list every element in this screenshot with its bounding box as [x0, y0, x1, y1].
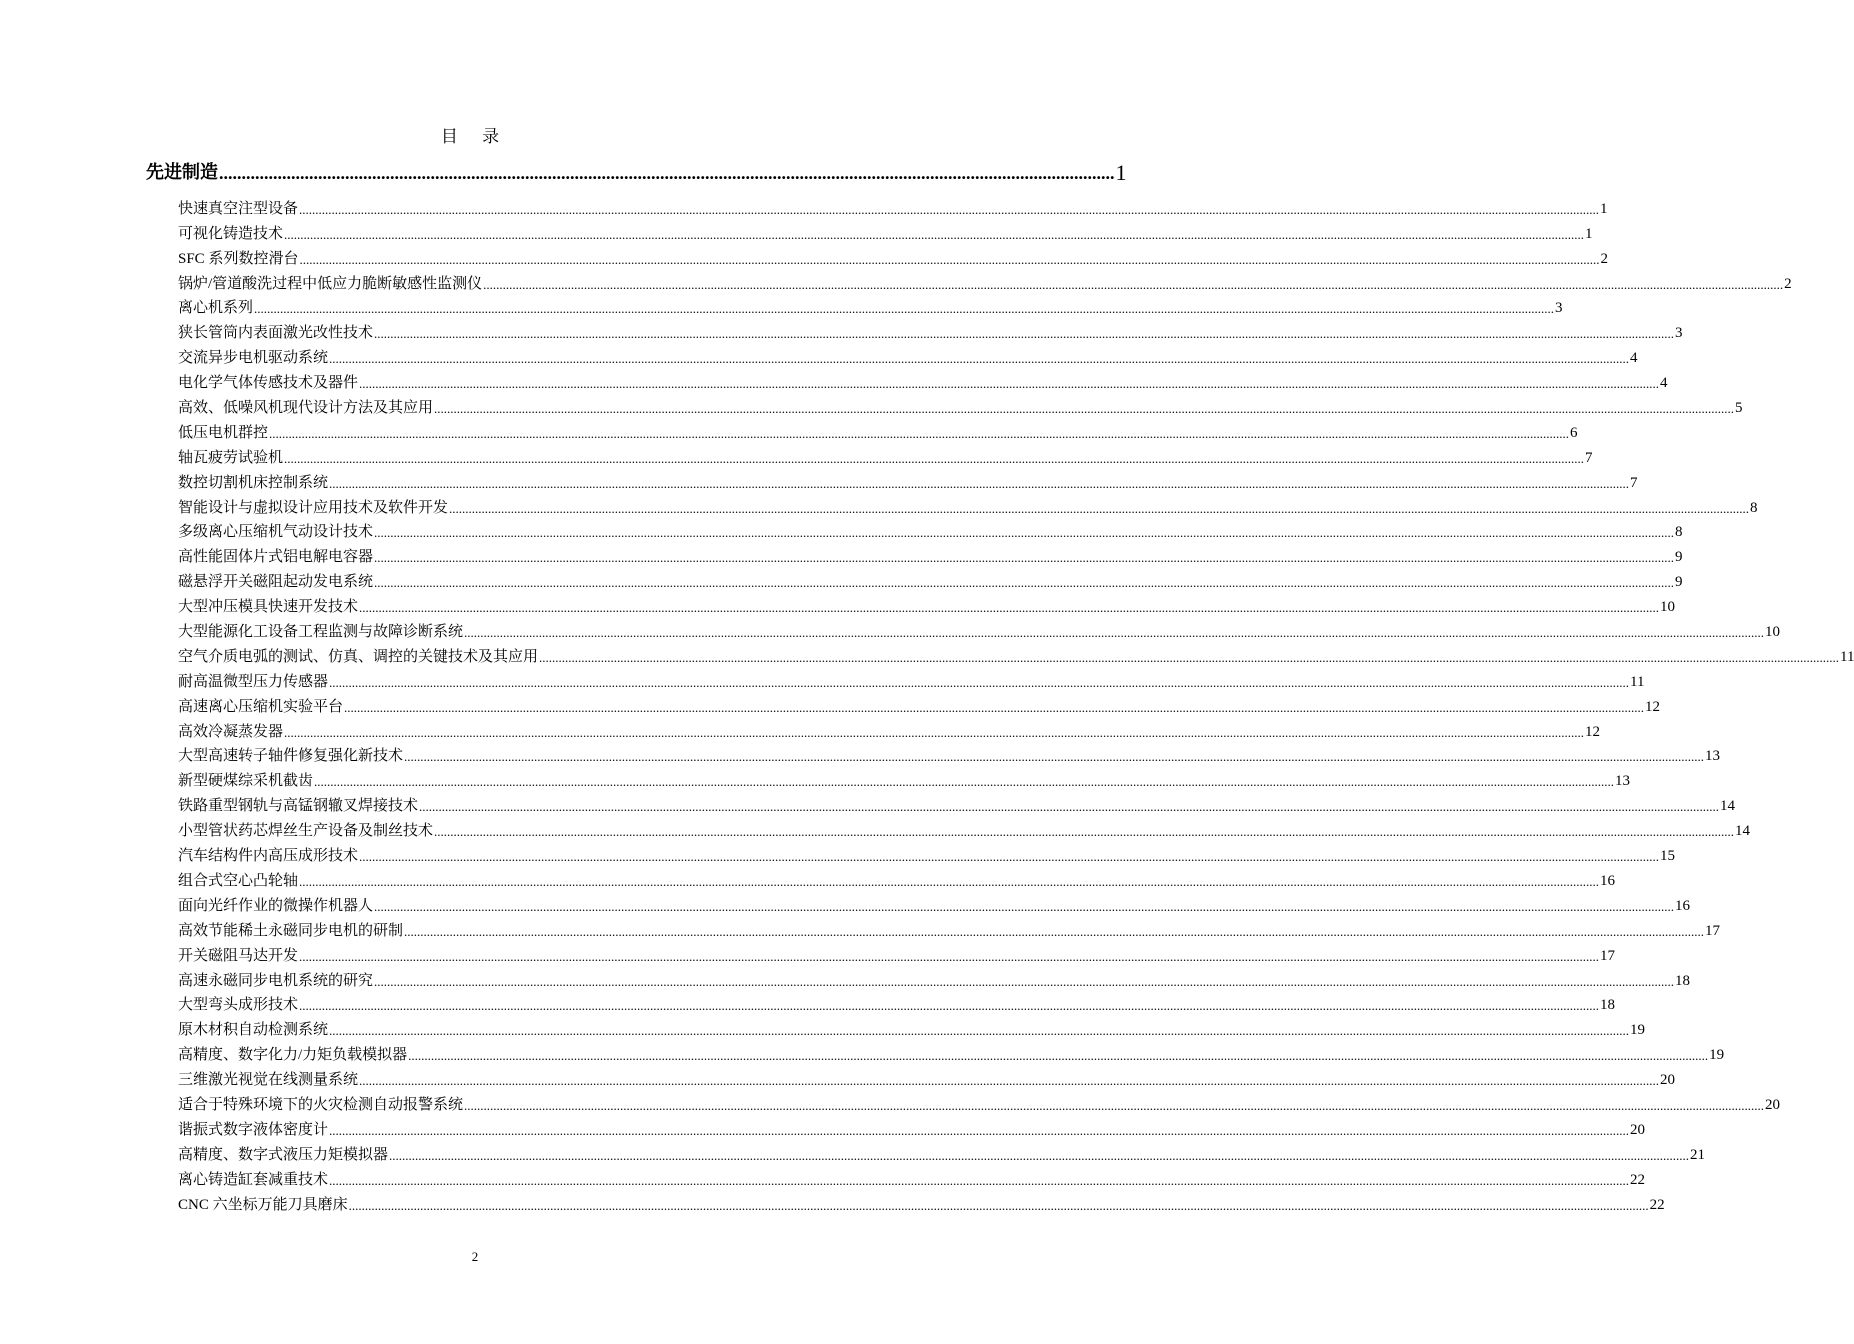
toc-entry-title: 电化学气体传感技术及器件	[178, 375, 359, 392]
toc-entry-page: 7	[1630, 474, 1638, 491]
toc-entry-title: 可视化铸造技术	[178, 225, 284, 242]
toc-entry-page: 2	[1600, 250, 1608, 267]
dot-leader: ................................................................................................................................................................................................................................................................................................................................................................................................................	[404, 923, 1705, 939]
dot-leader: ................................................................................................................................................................................................................................................................................................................................................................................................................	[408, 1048, 1709, 1064]
dot-leader: ................................................................................................................................................................................................................................................................................................................................................................................................................	[374, 525, 1675, 541]
toc-entry-page: 17	[1600, 947, 1616, 964]
toc-entry-page: 17	[1705, 922, 1721, 939]
toc-entry-page: 22	[1649, 1196, 1665, 1213]
toc-entry-title: 空气介质电弧的测试、仿真、调控的关键技术及其应用	[178, 648, 539, 665]
toc-entry[interactable]	[178, 443, 1593, 468]
toc-entry-title: 原木材积自动检测系统	[178, 1022, 329, 1039]
dot-leader: ................................................................................................................................................................................................................................................................................................................................................................................................................	[359, 600, 1660, 616]
toc-entry-title: 新型硬煤综采机截齿	[178, 773, 314, 790]
toc-entry-page: 15	[1660, 848, 1676, 865]
toc-entry-page: 19	[1630, 1022, 1646, 1039]
toc-section-row[interactable]	[146, 156, 1127, 186]
toc-entry-page: 9	[1675, 574, 1683, 591]
toc-entry-page: 7	[1585, 449, 1593, 466]
toc-entry-page: 10	[1660, 599, 1676, 616]
toc-entry[interactable]	[178, 1040, 1725, 1065]
dot-leader: ................................................................................................................................................................................................................................................................................................................................................................................................................	[284, 226, 1585, 242]
toc-entry-page: 1	[1600, 200, 1608, 217]
dot-leader: ................................................................................................................................................................................................................................................................................................................................................................................................................	[299, 201, 1600, 217]
dot-leader: ................................................................................................................................................................................................................................................................................................................................................................................................................	[374, 575, 1675, 591]
toc-entry[interactable]	[178, 1090, 1781, 1115]
toc-entry-title: 高效、低噪风机现代设计方法及其应用	[178, 400, 434, 417]
toc-entry-title: 狭长管筒内表面激光改性技术	[178, 325, 374, 342]
page-number: 2	[471, 1249, 479, 1264]
toc-entry-title: CNC 六坐标万能刀具磨床	[178, 1196, 348, 1213]
toc-entry-page: 20	[1630, 1121, 1646, 1138]
toc-entry[interactable]	[178, 219, 1593, 244]
toc-entry[interactable]	[178, 692, 1661, 717]
toc-entry-title: 开关磁阻马达开发	[178, 947, 299, 964]
toc-entry-page: 19	[1709, 1047, 1725, 1064]
toc-entry[interactable]	[178, 393, 1743, 418]
toc-entry-page: 16	[1600, 872, 1616, 889]
toc-entry[interactable]	[178, 542, 1683, 567]
toc-entry[interactable]	[178, 493, 1758, 518]
toc-entry-page: 2	[1784, 275, 1792, 292]
dot-leader: ................................................................................................................................................................................................................................................................................................................................................................................................................	[299, 251, 1600, 267]
toc-entry[interactable]	[178, 294, 1563, 319]
toc-section-page: 1	[1115, 160, 1127, 185]
toc-entry[interactable]	[178, 418, 1578, 443]
toc-entry-page: 13	[1615, 773, 1631, 790]
toc-list	[178, 194, 1854, 1215]
toc-entry-page: 9	[1675, 549, 1683, 566]
toc-entry-page: 1	[1585, 225, 1593, 242]
toc-entry-page: 3	[1555, 300, 1563, 317]
toc-entry-title: 磁悬浮开关磁阻起动发电系统	[178, 574, 374, 591]
dot-leader: ................................................................................................................................................................................................................................................................................................................................................................................................................	[434, 824, 1735, 840]
toc-entry-page: 3	[1675, 325, 1683, 342]
dot-leader: ................................................................................................................................................................................................................................................................................................................................................................................................................	[449, 500, 1750, 516]
toc-entry[interactable]	[178, 891, 1691, 916]
toc-entry-title: 锅炉/管道酸洗过程中低应力脆断敏感性监测仪	[178, 275, 483, 292]
toc-entry[interactable]	[178, 866, 1616, 891]
toc-entry-title: 铁路重型钢轨与高锰钢辙叉焊接技术	[178, 798, 419, 815]
toc-entry[interactable]	[178, 567, 1683, 592]
dot-leader: ................................................................................................................................................................................................................................................................................................................................................................................................................	[359, 849, 1660, 865]
dot-leader: ................................................................................................................................................................................................................................................................................................................................................................................................................	[329, 1172, 1630, 1188]
toc-entry-title: 离心铸造缸套减重技术	[178, 1171, 329, 1188]
toc-entry-title: 智能设计与虚拟设计应用技术及软件开发	[178, 499, 449, 516]
toc-section-label: 先进制造	[146, 162, 218, 183]
dot-leader: ................................................................................................................................................................................................................................................................................................................................................................................................................	[299, 873, 1600, 889]
toc-entry-title: 耐高温微型压力传感器	[178, 673, 329, 690]
toc-entry[interactable]	[178, 468, 1638, 493]
toc-entry-page: 5	[1735, 400, 1743, 417]
toc-entry[interactable]	[178, 343, 1638, 368]
toc-entry[interactable]	[178, 1065, 1676, 1090]
toc-entry-title: 三维激光视觉在线测量系统	[178, 1072, 359, 1089]
toc-entry-title: 高速永磁同步电机系统的研究	[178, 972, 374, 989]
dot-leader: ................................................................................................................................................................................................................................................................................................................................................................................................................	[464, 625, 1765, 641]
toc-entry-page: 8	[1675, 524, 1683, 541]
dot-leader: ................................................................................................................................................................................................................................................................................................................................................................................................................	[434, 401, 1735, 417]
toc-entry-page: 8	[1750, 499, 1758, 516]
toc-entry[interactable]	[178, 518, 1683, 543]
toc-entry-title: 多级离心压缩机气动设计技术	[178, 524, 374, 541]
toc-entry-page: 11	[1840, 648, 1854, 665]
toc-entry-title: 轴瓦疲劳试验机	[178, 449, 284, 466]
toc-entry-page: 20	[1765, 1096, 1781, 1113]
toc-entry[interactable]	[178, 1015, 1646, 1040]
toc-entry[interactable]	[178, 1165, 1646, 1190]
dot-leader: ................................................................................................................................................................................................................................................................................................................................................................................................................	[314, 774, 1615, 790]
dot-leader: ................................................................................................................................................................................................................................................................................................................................................................................................................	[389, 1147, 1690, 1163]
toc-entry-title: 汽车结构件内高压成形技术	[178, 848, 359, 865]
toc-entry[interactable]	[178, 642, 1854, 667]
dot-leader: ................................................................................................................................................................................................................................................................................................................................................................................................................	[374, 550, 1675, 566]
toc-entry-page: 16	[1675, 897, 1691, 914]
toc-entry-page: 13	[1705, 748, 1721, 765]
toc-entry[interactable]	[178, 742, 1721, 767]
toc-entry-title: 高速离心压缩机实验平台	[178, 698, 344, 715]
toc-entry[interactable]	[178, 1115, 1646, 1140]
toc-entry-title: 高精度、数字化力/力矩负载模拟器	[178, 1047, 408, 1064]
toc-entry-title: 大型弯头成形技术	[178, 997, 299, 1014]
dot-leader: ................................................................................................................................................................................................................................................................................................................................................................................................................	[464, 1097, 1765, 1113]
toc-entry[interactable]	[178, 791, 1736, 816]
toc-entry-page: 4	[1660, 375, 1668, 392]
toc-entry-page: 20	[1660, 1072, 1676, 1089]
dot-leader: ................................................................................................................................................................................................................................................................................................................................................................................................................	[284, 450, 1585, 466]
toc-entry-title: 交流异步电机驱动系统	[178, 350, 329, 367]
toc-entry-title: 组合式空心凸轮轴	[178, 872, 299, 889]
toc-entry[interactable]	[178, 941, 1616, 966]
toc-entry-title: 高效冷凝蒸发器	[178, 723, 284, 740]
toc-entry-page: 4	[1630, 350, 1638, 367]
toc-entry[interactable]	[178, 816, 1751, 841]
dot-leader: ................................................................................................................................................................................................................................................................................................................................................................................................................	[483, 276, 1784, 292]
toc-title: 目 录	[440, 127, 510, 146]
toc-entry[interactable]	[178, 269, 1792, 294]
toc-entry-page: 22	[1630, 1171, 1646, 1188]
toc-entry-page: 11	[1630, 673, 1645, 690]
toc-entry-page: 12	[1645, 698, 1661, 715]
toc-entry-page: 21	[1690, 1146, 1706, 1163]
dot-leader: ................................................................................................................................................................................................................................................................................................................................................................................................................	[419, 799, 1720, 815]
toc-entry-title: 大型能源化工设备工程监测与故障诊断系统	[178, 624, 464, 641]
toc-entry-title: 快速真空注型设备	[178, 200, 299, 217]
toc-entry[interactable]	[178, 841, 1676, 866]
toc-entry[interactable]	[178, 717, 1601, 742]
dot-leader: ................................................................................................................................................................................................................................................................................................................................................................................................................	[374, 898, 1675, 914]
toc-entry-title: 适合于特殊环境下的火灾检测自动报警系统	[178, 1096, 464, 1113]
dot-leader: ................................................................................................................................................................................................................................................................................................................................................................................................................	[254, 301, 1555, 317]
dot-leader: ................................................................................................................................................................................................................................................................................................................................................................................................................	[374, 973, 1675, 989]
toc-entry-title: 谐振式数字液体密度计	[178, 1121, 329, 1138]
toc-entry[interactable]	[178, 318, 1683, 343]
toc-entry-page: 18	[1675, 972, 1691, 989]
toc-entry-title: 低压电机群控	[178, 424, 269, 441]
toc-entry[interactable]	[178, 1190, 1665, 1215]
toc-entry-title: 高精度、数字式液压力矩模拟器	[178, 1146, 389, 1163]
dot-leader: ................................................................................................................................................................................................................................................................................................................................................................................................................	[329, 475, 1630, 491]
toc-entry[interactable]	[178, 368, 1668, 393]
toc-entry-title: 小型管状药芯焊丝生产设备及制丝技术	[178, 823, 434, 840]
dot-leader: .......................................................................................................................................................................................................	[219, 163, 1115, 183]
dot-leader: ................................................................................................................................................................................................................................................................................................................................................................................................................	[329, 1122, 1630, 1138]
toc-entry[interactable]	[178, 916, 1721, 941]
toc-entry[interactable]	[178, 194, 1608, 219]
toc-entry[interactable]	[178, 617, 1781, 642]
toc-entry[interactable]	[178, 244, 1608, 269]
dot-leader: ................................................................................................................................................................................................................................................................................................................................................................................................................	[299, 998, 1600, 1014]
toc-entry[interactable]	[178, 592, 1676, 617]
dot-leader: ................................................................................................................................................................................................................................................................................................................................................................................................................	[329, 674, 1630, 690]
toc-entry[interactable]	[178, 766, 1631, 791]
toc-entry-title: 高性能固体片式铝电解电容器	[178, 549, 374, 566]
toc-entry-page: 6	[1570, 424, 1578, 441]
toc-entry[interactable]	[178, 991, 1616, 1016]
toc-entry-title: 大型高速转子轴件修复强化新技术	[178, 748, 404, 765]
dot-leader: ................................................................................................................................................................................................................................................................................................................................................................................................................	[539, 649, 1840, 665]
dot-leader: ................................................................................................................................................................................................................................................................................................................................................................................................................	[299, 948, 1600, 964]
dot-leader: ................................................................................................................................................................................................................................................................................................................................................................................................................	[404, 749, 1705, 765]
toc-entry-page: 14	[1720, 798, 1736, 815]
dot-leader: ................................................................................................................................................................................................................................................................................................................................................................................................................	[359, 376, 1660, 392]
toc-entry-page: 14	[1735, 823, 1751, 840]
toc-entry-title: 面向光纤作业的微操作机器人	[178, 897, 374, 914]
dot-leader: ................................................................................................................................................................................................................................................................................................................................................................................................................	[329, 351, 1630, 367]
dot-leader: ................................................................................................................................................................................................................................................................................................................................................................................................................	[284, 724, 1585, 740]
toc-entry-page: 12	[1585, 723, 1601, 740]
toc-entry[interactable]	[178, 1140, 1706, 1165]
dot-leader: ................................................................................................................................................................................................................................................................................................................................................................................................................	[348, 1197, 1649, 1213]
dot-leader: ................................................................................................................................................................................................................................................................................................................................................................................................................	[374, 326, 1675, 342]
dot-leader: ................................................................................................................................................................................................................................................................................................................................................................................................................	[359, 1073, 1660, 1089]
toc-entry[interactable]	[178, 966, 1691, 991]
toc-entry-title: SFC 系列数控滑台	[178, 250, 299, 267]
toc-entry[interactable]	[178, 667, 1645, 692]
toc-entry-page: 18	[1600, 997, 1616, 1014]
toc-entry-title: 离心机系列	[178, 300, 254, 317]
dot-leader: ................................................................................................................................................................................................................................................................................................................................................................................................................	[344, 699, 1645, 715]
dot-leader: ................................................................................................................................................................................................................................................................................................................................................................................................................	[329, 1023, 1630, 1039]
toc-entry-title: 大型冲压模具快速开发技术	[178, 599, 359, 616]
toc-entry-title: 高效节能稀土永磁同步电机的研制	[178, 922, 404, 939]
toc-entry-page: 10	[1765, 624, 1781, 641]
toc-entry-title: 数控切割机床控制系统	[178, 474, 329, 491]
dot-leader: ................................................................................................................................................................................................................................................................................................................................................................................................................	[269, 425, 1570, 441]
